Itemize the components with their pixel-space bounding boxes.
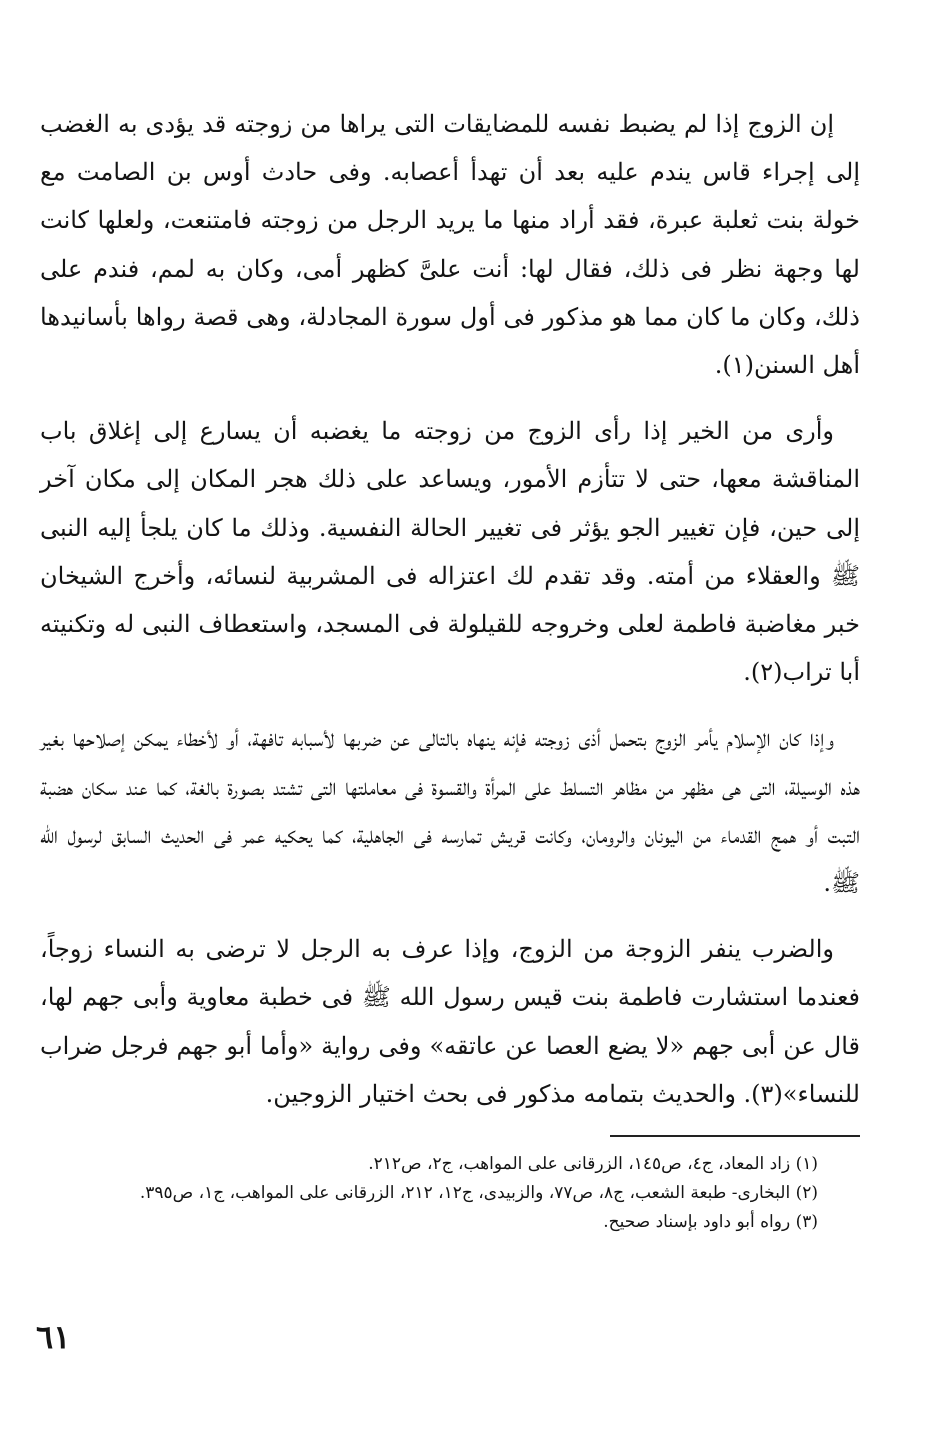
paragraph-2: وأرى من الخير إذا رأى الزوج من زوجته ما يغضبه أن يسارع إلى إغلاق باب المناقشة معها، حتى لا تتأزم الأمور، ويساعد على ذلك هجر المكان إلى مكان آخر إلى حين، فإن تغيير الجو يؤثر فى تغيير الحالة النفسية. وذلك ما كان يلجأ إليه النبى ﷺ والعقلاء من أمته. وقد تقدم لك اعتزاله فى المشربية لنسائه، وأخرج الشيخان خبر مغاضبة فاطمة لعلى وخروجه للقيلولة فى المسجد، واستعطاف النبى له وتكنيته أبا تراب(٢). [40,417,860,687]
main-text [40,100,860,1136]
footnote-2: (٢) البخارى- طبعة الشعب، ج٨، ص٧٧، والزبيدى، ج١٢، ٢١٢، الزرقانى على المواهب، ج١، ص٣٩٥. [139,1183,818,1203]
footnote-divider [610,1135,860,1137]
footnote-3: (٣) رواه أبو داود بإسناد صحيح. [603,1212,818,1232]
footnotes [40,1150,852,1237]
footnote-1: (١) زاد المعاد، ج٤، ص١٤٥، الزرقانى على المواهب، ج٢، ص٢١٢. [368,1154,818,1174]
page-number: ٦١ [36,1318,71,1356]
paragraph-3: وإذا كان الإسلام يأمر الزوج بتحمل أذى زوجته فإنه ينهاه بالتالى عن ضربها لأسبابه تافهة، أو لأخطاء يمكن إصلاحها بغير هذه الوسيلة، التى هى مظهر من مظاهر التسلط على المرأة والقسوة فى معاملتها التى تشتد بصورة بالغة، كما عند سكان هضبة التبت أو همج القدماء من اليونان والرومان، وكانت قريش تمارسه فى الجاهلية، كما يحكيه عمر فى الحديث السابق لرسول الله ﷺ. [40,724,860,898]
paragraph-4: والضرب ينفر الزوجة من الزوج، وإذا عرف به الرجل لا ترضى به النساء زوجاً، فعندما استشارت فاطمة بنت قيس رسول الله ﷺ فى خطبة معاوية وأبى جهم لها، قال عن أبى جهم «لا يضع العصا عن عاتقه» وفى رواية «وأما أبو جهم فرجل ضراب للنساء»(٣). والحديث بتمامه مذكور فى بحث اختيار الزوجين. [40,935,860,1108]
paragraph-1: إن الزوج إذا لم يضبط نفسه للمضايقات التى يراها من زوجته قد يؤدى به الغضب إلى إجراء قاس يندم عليه بعد أن تهدأ أعصابه. وفى حادث أوس بن الصامت مع خولة بنت ثعلبة عبرة، فقد أراد منها ما يريد الرجل من زوجته فامتنعت، ولعلها كانت لها وجهة نظر فى ذلك، فقال لها: أنت علىَّ كظهر أمى، وكان به لمم، فندم على ذلك، وكان ما كان مما هو مذكور فى أول سورة المجادلة، وهى قصة رواها بأسانيدها أهل السنن(١). [40,110,860,380]
